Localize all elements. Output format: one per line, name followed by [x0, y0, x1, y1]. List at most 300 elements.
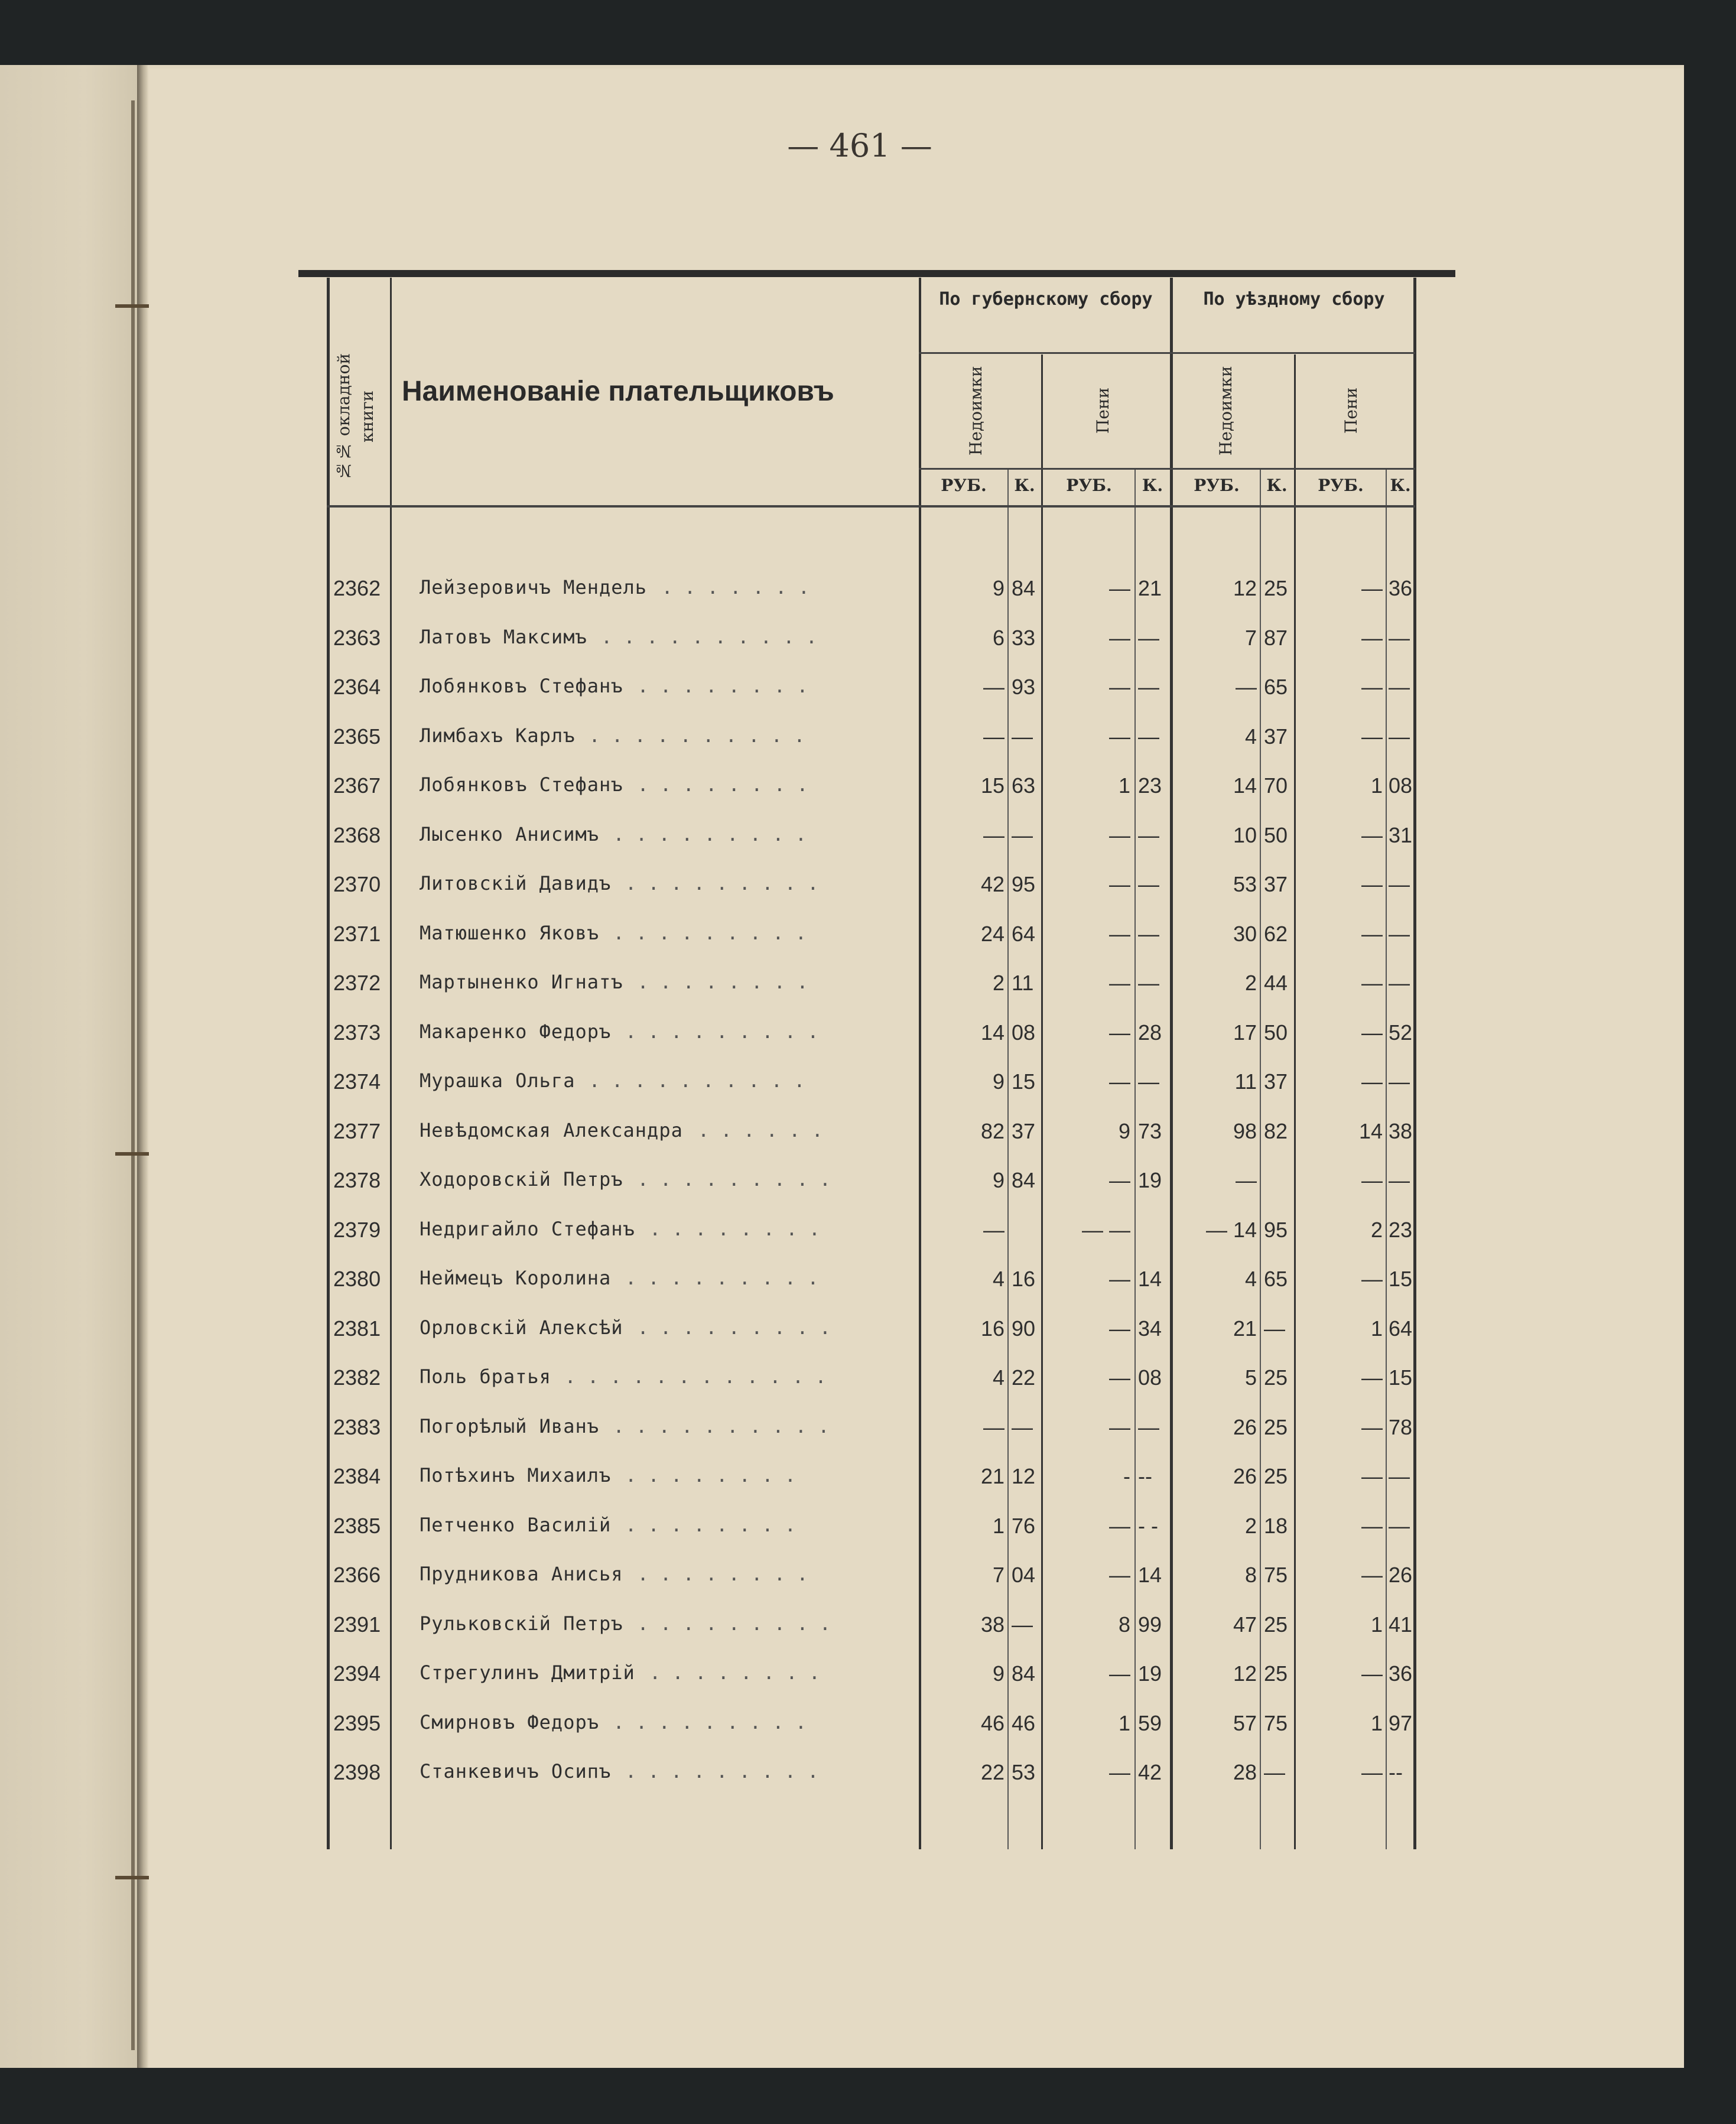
amount-cell: 14 — [1138, 1267, 1162, 1291]
payer-name: Потѣхинъ Михаилъ — [420, 1464, 612, 1487]
leader-dots: . . . . . . . . . . — [589, 1069, 805, 1092]
amount-cell: — — [983, 822, 1004, 847]
amount-cell: — — [1138, 1414, 1159, 1439]
leader-dots: . . . . . . . . . — [613, 1710, 807, 1733]
payer-name: Лобянковъ Стефанъ — [420, 675, 623, 697]
amount-cell: — — — [1081, 1217, 1130, 1242]
amount-cell: — — [1361, 1168, 1383, 1192]
amount-cell: 19 — [1138, 1661, 1162, 1686]
amount-cell: 15 — [1012, 1069, 1036, 1094]
amount-cell: 8 — [1118, 1612, 1130, 1637]
amount-cell: 42 — [980, 872, 1004, 896]
payer-name: Смирновъ Федоръ — [420, 1710, 599, 1733]
uezd-arrears-kop: К. — [1266, 476, 1288, 495]
amount-cell: — — [1264, 1760, 1285, 1784]
leader-dots: . . . . . . . . — [625, 1464, 796, 1487]
payer-name: Прудникова Анисья — [420, 1563, 623, 1585]
amount-cell: - — [1123, 1464, 1130, 1488]
amount-cell: 7 — [1244, 625, 1257, 650]
amount-cell: 1 — [1370, 1612, 1383, 1637]
amount-cell: 26 — [1233, 1414, 1257, 1439]
amount-cell: 99 — [1138, 1612, 1162, 1637]
book-number: 2379 — [333, 1217, 381, 1242]
amount-cell: — — [1109, 1563, 1130, 1587]
amount-cell: 6 — [992, 625, 1004, 650]
leader-dots: . . . . . . . . — [625, 1513, 796, 1536]
amount-cell: — — [1389, 1513, 1410, 1538]
gub-header: По губернскому сбору — [939, 289, 1153, 310]
leader-dots: . . . . . . . . . — [613, 921, 807, 944]
payer-name: Лысенко Анисимъ — [420, 822, 599, 845]
amount-cell: — — [1138, 675, 1159, 699]
amount-cell: — — [1109, 1760, 1130, 1784]
amount-cell: — — [1361, 822, 1383, 847]
leader-dots: . . . . . . . . — [649, 1217, 820, 1240]
book-number-header: №№ окладной книги — [334, 353, 377, 480]
amount-cell: 12 — [1012, 1464, 1036, 1488]
number-column-border — [390, 278, 392, 1849]
book-number: 2366 — [333, 1563, 381, 1587]
amount-cell: — — [1109, 822, 1130, 847]
amount-cell: 37 — [1264, 872, 1288, 896]
leader-dots: . . . . . . . . . . — [589, 724, 805, 747]
uezd-penalty-header: Пени — [1341, 387, 1361, 434]
amount-cell: 90 — [1012, 1316, 1036, 1341]
amount-cell: 21 — [980, 1464, 1004, 1488]
amount-cell: 25 — [1264, 1365, 1288, 1390]
amount-cell: 95 — [1012, 872, 1036, 896]
amount-cell: 12 — [1233, 1661, 1257, 1686]
leader-dots: . . . . . . . . — [649, 1661, 820, 1684]
amount-cell: — — [1361, 1069, 1383, 1094]
amount-cell: 24 — [980, 921, 1004, 946]
amount-cell: 50 — [1264, 822, 1288, 847]
book-number: 2385 — [333, 1513, 381, 1538]
amount-cell: 21 — [1138, 576, 1162, 600]
amount-cell: 37 — [1264, 724, 1288, 749]
payer-name: Неймецъ Королина — [420, 1267, 612, 1289]
amount-cell: — — [1361, 1760, 1383, 1784]
amount-cell: -- — [1389, 1760, 1403, 1784]
amount-cell: 84 — [1012, 576, 1036, 600]
gub-uezd-divider — [1170, 278, 1173, 1849]
header-unit-rule — [919, 468, 1415, 470]
uezd-penalty-rub: РУБ. — [1318, 476, 1364, 495]
amount-cell: 76 — [1012, 1513, 1036, 1538]
amount-cell: 14 — [1233, 773, 1257, 798]
amount-cell: — — [1389, 872, 1410, 896]
amount-cell: 59 — [1138, 1710, 1162, 1735]
binding-thread — [115, 1152, 151, 1156]
amount-cell: — — [1109, 1020, 1130, 1045]
amount-cell: 25 — [1264, 1661, 1288, 1686]
payer-name: Поль братья — [420, 1365, 551, 1388]
book-number: 2382 — [333, 1365, 381, 1390]
amount-cell: — — [1109, 1414, 1130, 1439]
amount-cell: 14 — [1358, 1118, 1383, 1143]
amount-cell: 65 — [1264, 1267, 1288, 1291]
scanned-book-spread — [0, 65, 1684, 2068]
amount-cell: 50 — [1264, 1020, 1288, 1045]
amount-cell: 70 — [1264, 773, 1288, 798]
amount-cell: 5 — [1244, 1365, 1257, 1390]
amount-cell: 53 — [1012, 1760, 1036, 1784]
amount-cell: — — [1361, 1365, 1383, 1390]
amount-cell: 36 — [1389, 1661, 1413, 1686]
amount-cell: — — [1109, 625, 1130, 650]
amount-cell: 18 — [1264, 1513, 1288, 1538]
binding-thread — [115, 304, 151, 308]
book-number: 2391 — [333, 1612, 381, 1637]
name-column-border — [919, 278, 921, 1849]
amount-cell: — — [1138, 724, 1159, 749]
payer-name: Макаренко Федоръ — [420, 1020, 612, 1043]
payer-name: Латовъ Максимъ — [420, 625, 587, 648]
book-number: 2371 — [333, 921, 381, 946]
amount-cell: — — [983, 1414, 1004, 1439]
amount-cell: 10 — [1233, 822, 1257, 847]
amount-cell: 84 — [1012, 1661, 1036, 1686]
amount-cell: 2 — [992, 971, 1004, 995]
amount-cell: — — [1264, 1316, 1285, 1341]
amount-cell: 4 — [992, 1365, 1004, 1390]
leader-dots: . . . . . . . . . — [625, 872, 819, 895]
payer-name: Ходоровскій Петръ — [420, 1168, 623, 1191]
amount-cell: 73 — [1138, 1118, 1162, 1143]
book-number: 2363 — [333, 625, 381, 650]
amount-cell: 9 — [1118, 1118, 1130, 1143]
amount-cell: 1 — [1118, 1710, 1130, 1735]
amount-cell: 31 — [1389, 822, 1413, 847]
amount-cell: — — [1109, 1661, 1130, 1686]
gub-penalty-header: Пени — [1093, 387, 1113, 434]
amount-cell: 75 — [1264, 1563, 1288, 1587]
table-top-rule — [298, 270, 1455, 277]
amount-cell: 53 — [1233, 872, 1257, 896]
amount-cell: — — [1389, 971, 1410, 995]
leader-dots: . . . . . . . . . — [637, 1612, 831, 1635]
amount-cell: 62 — [1264, 921, 1288, 946]
amount-cell: — — [1138, 872, 1159, 896]
book-number: 2377 — [333, 1118, 381, 1143]
amount-cell: 4 — [992, 1267, 1004, 1291]
amount-cell: — — [1109, 1267, 1130, 1291]
amount-cell: — — [1389, 1069, 1410, 1094]
amount-cell: 82 — [980, 1118, 1004, 1143]
book-number: 2384 — [333, 1464, 381, 1488]
leader-dots: . . . . . . . — [661, 576, 810, 599]
amount-cell: 2 — [1244, 1513, 1257, 1538]
amount-cell: 21 — [1233, 1316, 1257, 1341]
amount-cell: 64 — [1012, 921, 1036, 946]
gub-arrears-header: Недоимки — [966, 366, 986, 456]
amount-cell: — — [983, 724, 1004, 749]
amount-cell: 8 — [1244, 1563, 1257, 1587]
amount-cell: 25 — [1264, 576, 1288, 600]
amount-cell: 1 — [1118, 773, 1130, 798]
gub-arrears-rub: РУБ. — [941, 476, 987, 495]
amount-cell: 44 — [1264, 971, 1288, 995]
amount-cell: 11 — [1012, 971, 1034, 995]
gub-arrears-kop: К. — [1014, 476, 1035, 495]
amount-cell: 14 — [1138, 1563, 1162, 1587]
amount-cell: — — [1361, 872, 1383, 896]
amount-cell: 64 — [1389, 1316, 1413, 1341]
amount-cell: 1 — [992, 1513, 1004, 1538]
leader-dots: . . . . . . — [698, 1118, 823, 1141]
amount-cell: — — [1361, 971, 1383, 995]
kop-divider — [1007, 470, 1009, 1849]
table-left-border — [327, 278, 330, 1849]
leader-dots: . . . . . . . . . — [637, 1168, 831, 1191]
amount-cell: 08 — [1389, 773, 1413, 798]
book-number: 2372 — [333, 971, 381, 995]
payer-name: Невѣдомская Александра — [420, 1118, 683, 1141]
amount-cell: — — [983, 675, 1004, 699]
page-number: — 461 — — [787, 127, 932, 164]
amount-cell: 84 — [1012, 1168, 1036, 1192]
book-number: 2373 — [333, 1020, 381, 1045]
amount-cell: — 14 — [1205, 1217, 1257, 1242]
amount-cell: — — [1012, 1414, 1033, 1439]
amount-cell: — — [1012, 1612, 1033, 1637]
amount-cell: 25 — [1264, 1612, 1288, 1637]
book-number: 2395 — [333, 1710, 381, 1735]
gub-penalty-rub: РУБ. — [1066, 476, 1112, 495]
amount-cell: 1 — [1370, 1710, 1383, 1735]
amount-cell: 98 — [1233, 1118, 1257, 1143]
payer-name: Лейзеровичъ Мендель — [420, 576, 648, 599]
amount-cell: 26 — [1389, 1563, 1413, 1587]
amount-cell: — — [1361, 1563, 1383, 1587]
book-number: 2381 — [333, 1316, 381, 1341]
book-number: 2362 — [333, 576, 381, 600]
amount-cell: — — [1361, 1267, 1383, 1291]
amount-cell: 7 — [992, 1563, 1004, 1587]
book-number: 2364 — [333, 675, 381, 699]
amount-cell: — — [1389, 1464, 1410, 1488]
amount-cell: — — [1109, 971, 1130, 995]
amount-cell: — — [1109, 576, 1130, 600]
amount-cell: — — [1109, 1316, 1130, 1341]
payer-name: Недригайло Стефанъ — [420, 1217, 635, 1240]
amount-cell: — — [1138, 822, 1159, 847]
leader-dots: . . . . . . . . — [637, 773, 808, 796]
book-number: 2380 — [333, 1267, 381, 1291]
amount-cell: 11 — [1234, 1069, 1257, 1094]
book-gutter — [137, 65, 148, 2068]
amount-cell: 9 — [992, 1661, 1004, 1686]
amount-cell: 65 — [1264, 675, 1288, 699]
book-number: 2383 — [333, 1414, 381, 1439]
leader-dots: . . . . . . . . . — [625, 1760, 819, 1783]
amount-cell: — — [1138, 625, 1159, 650]
uezd-header: По уѣздному сбору — [1203, 289, 1385, 310]
amount-cell: 37 — [1264, 1069, 1288, 1094]
payer-name: Лимбахъ Карлъ — [420, 724, 576, 747]
kop-divider — [1386, 470, 1387, 1849]
amount-cell: 17 — [1233, 1020, 1257, 1045]
leader-dots: . . . . . . . . . — [625, 1020, 819, 1043]
amount-cell: 08 — [1012, 1020, 1036, 1045]
payer-name: Лобянковъ Стефанъ — [420, 773, 623, 796]
amount-cell: 4 — [1244, 1267, 1257, 1291]
amount-cell: 30 — [1233, 921, 1257, 946]
payer-name: Станкевичъ Осипъ — [420, 1760, 612, 1783]
amount-cell: 47 — [1233, 1612, 1257, 1637]
amount-cell: 14 — [980, 1020, 1004, 1045]
leader-dots: . . . . . . . . . . . . — [564, 1365, 827, 1388]
kop-divider — [1260, 470, 1261, 1849]
amount-cell: 15 — [1389, 1365, 1413, 1390]
book-number: 2374 — [333, 1069, 381, 1094]
amount-cell: 04 — [1012, 1563, 1036, 1587]
book-number: 2367 — [333, 773, 381, 798]
amount-cell: — — [1012, 724, 1033, 749]
amount-cell: 38 — [980, 1612, 1004, 1637]
amount-cell: — — [1361, 675, 1383, 699]
left-page-edge — [0, 65, 142, 2068]
amount-cell: 15 — [980, 773, 1004, 798]
amount-cell: 9 — [992, 1168, 1004, 1192]
payer-name: Стрегулинъ Дмитрій — [420, 1661, 635, 1684]
amount-cell: 34 — [1138, 1316, 1162, 1341]
amount-cell: 2 — [1244, 971, 1257, 995]
amount-cell: 22 — [980, 1760, 1004, 1784]
uezd-arrears-header: Недоимки — [1216, 366, 1236, 456]
amount-cell: — — [1109, 1069, 1130, 1094]
amount-cell: — — [1236, 675, 1257, 699]
amount-cell: — — [1138, 971, 1159, 995]
amount-cell: 28 — [1138, 1020, 1162, 1045]
leader-dots: . . . . . . . . . — [625, 1267, 819, 1289]
amount-cell: — — [1361, 576, 1383, 600]
uezd-arrears-rub: РУБ. — [1194, 476, 1240, 495]
amount-cell: — — [1109, 1168, 1130, 1192]
amount-cell: 1 — [1370, 1316, 1383, 1341]
amount-cell: 4 — [1244, 724, 1257, 749]
amount-cell: — — [1138, 921, 1159, 946]
amount-cell: 25 — [1264, 1414, 1288, 1439]
amount-cell: — — [1361, 1513, 1383, 1538]
amount-cell: 23 — [1389, 1217, 1413, 1242]
binding-thread — [115, 1876, 151, 1879]
payer-name: Матюшенко Яковъ — [420, 921, 599, 944]
amount-cell: 9 — [992, 1069, 1004, 1094]
amount-cell: 28 — [1233, 1760, 1257, 1784]
amount-cell: — — [1361, 724, 1383, 749]
header-bottom-rule — [327, 505, 1415, 508]
amount-cell: — — [1109, 872, 1130, 896]
amount-cell: 2 — [1370, 1217, 1383, 1242]
payer-name: Орловскій Алексѣй — [420, 1316, 623, 1339]
amount-cell: — — [1389, 625, 1410, 650]
amount-cell: 37 — [1012, 1118, 1036, 1143]
payer-name: Погорѣлый Иванъ — [420, 1414, 599, 1437]
book-number: 2370 — [333, 872, 381, 896]
leader-dots: . . . . . . . . . — [613, 822, 807, 845]
amount-cell: 33 — [1012, 625, 1036, 650]
gub-arrears-penalty-divider — [1041, 354, 1043, 1849]
amount-cell: — — [1236, 1168, 1257, 1192]
amount-cell: — — [1389, 724, 1410, 749]
payer-name: Литовскій Давидъ — [420, 872, 612, 895]
amount-cell: 93 — [1012, 675, 1036, 699]
amount-cell: 95 — [1264, 1217, 1288, 1242]
uezd-penalty-kop: К. — [1390, 476, 1411, 495]
amount-cell: 16 — [1012, 1267, 1036, 1291]
amount-cell: 15 — [1389, 1267, 1413, 1291]
amount-cell: 52 — [1389, 1020, 1413, 1045]
amount-cell: — — [1109, 1513, 1130, 1538]
amount-cell: 87 — [1264, 625, 1288, 650]
book-number: 2365 — [333, 724, 381, 749]
leader-dots: . . . . . . . . — [637, 971, 808, 993]
book-number: 2368 — [333, 822, 381, 847]
amount-cell: — — [1361, 1020, 1383, 1045]
amount-cell: 38 — [1389, 1118, 1413, 1143]
gub-penalty-kop: К. — [1142, 476, 1163, 495]
leader-dots: . . . . . . . . — [637, 675, 808, 697]
amount-cell: — — [1361, 921, 1383, 946]
amount-cell: — — [1361, 625, 1383, 650]
amount-cell: — — [1109, 921, 1130, 946]
kop-divider — [1134, 470, 1136, 1849]
amount-cell: - - — [1138, 1513, 1158, 1538]
book-number: 2378 — [333, 1168, 381, 1192]
amount-cell: 57 — [1233, 1710, 1257, 1735]
amount-cell: 26 — [1233, 1464, 1257, 1488]
amount-cell: — — [1138, 1069, 1159, 1094]
amount-cell: 36 — [1389, 576, 1413, 600]
uezd-arrears-penalty-divider — [1294, 354, 1296, 1849]
leader-dots: . . . . . . . . . . — [613, 1414, 830, 1437]
amount-cell: -- — [1138, 1464, 1152, 1488]
amount-cell: 78 — [1389, 1414, 1413, 1439]
amount-cell: 75 — [1264, 1710, 1288, 1735]
amount-cell: — — [1361, 1414, 1383, 1439]
amount-cell: — — [1361, 1661, 1383, 1686]
amount-cell: 22 — [1012, 1365, 1036, 1390]
gutter-shadow — [131, 100, 135, 2050]
amount-cell: 19 — [1138, 1168, 1162, 1192]
amount-cell: — — [1389, 921, 1410, 946]
amount-cell: 9 — [992, 576, 1004, 600]
book-number: 2394 — [333, 1661, 381, 1686]
amount-cell: — — [1109, 724, 1130, 749]
book-number: 2398 — [333, 1760, 381, 1784]
amount-cell: — — [983, 1217, 1004, 1242]
amount-cell: 97 — [1389, 1710, 1413, 1735]
amount-cell: 25 — [1264, 1464, 1288, 1488]
amount-cell: 41 — [1389, 1612, 1413, 1637]
amount-cell: 1 — [1370, 773, 1383, 798]
payer-name: Петченко Василій — [420, 1513, 612, 1536]
amount-cell: 16 — [980, 1316, 1004, 1341]
amount-cell: 08 — [1138, 1365, 1162, 1390]
leader-dots: . . . . . . . . — [637, 1563, 808, 1585]
amount-cell: — — [1389, 1168, 1410, 1192]
amount-cell: 42 — [1138, 1760, 1162, 1784]
amount-cell: 46 — [980, 1710, 1004, 1735]
payer-name: Рульковскій Петръ — [420, 1612, 623, 1635]
amount-cell: — — [1361, 1464, 1383, 1488]
amount-cell: 12 — [1233, 576, 1257, 600]
amount-cell: 46 — [1012, 1710, 1036, 1735]
payers-header: Наименованіе плательщиковъ — [402, 376, 834, 407]
leader-dots: . . . . . . . . . . — [601, 625, 818, 648]
header-subrule — [919, 352, 1415, 354]
